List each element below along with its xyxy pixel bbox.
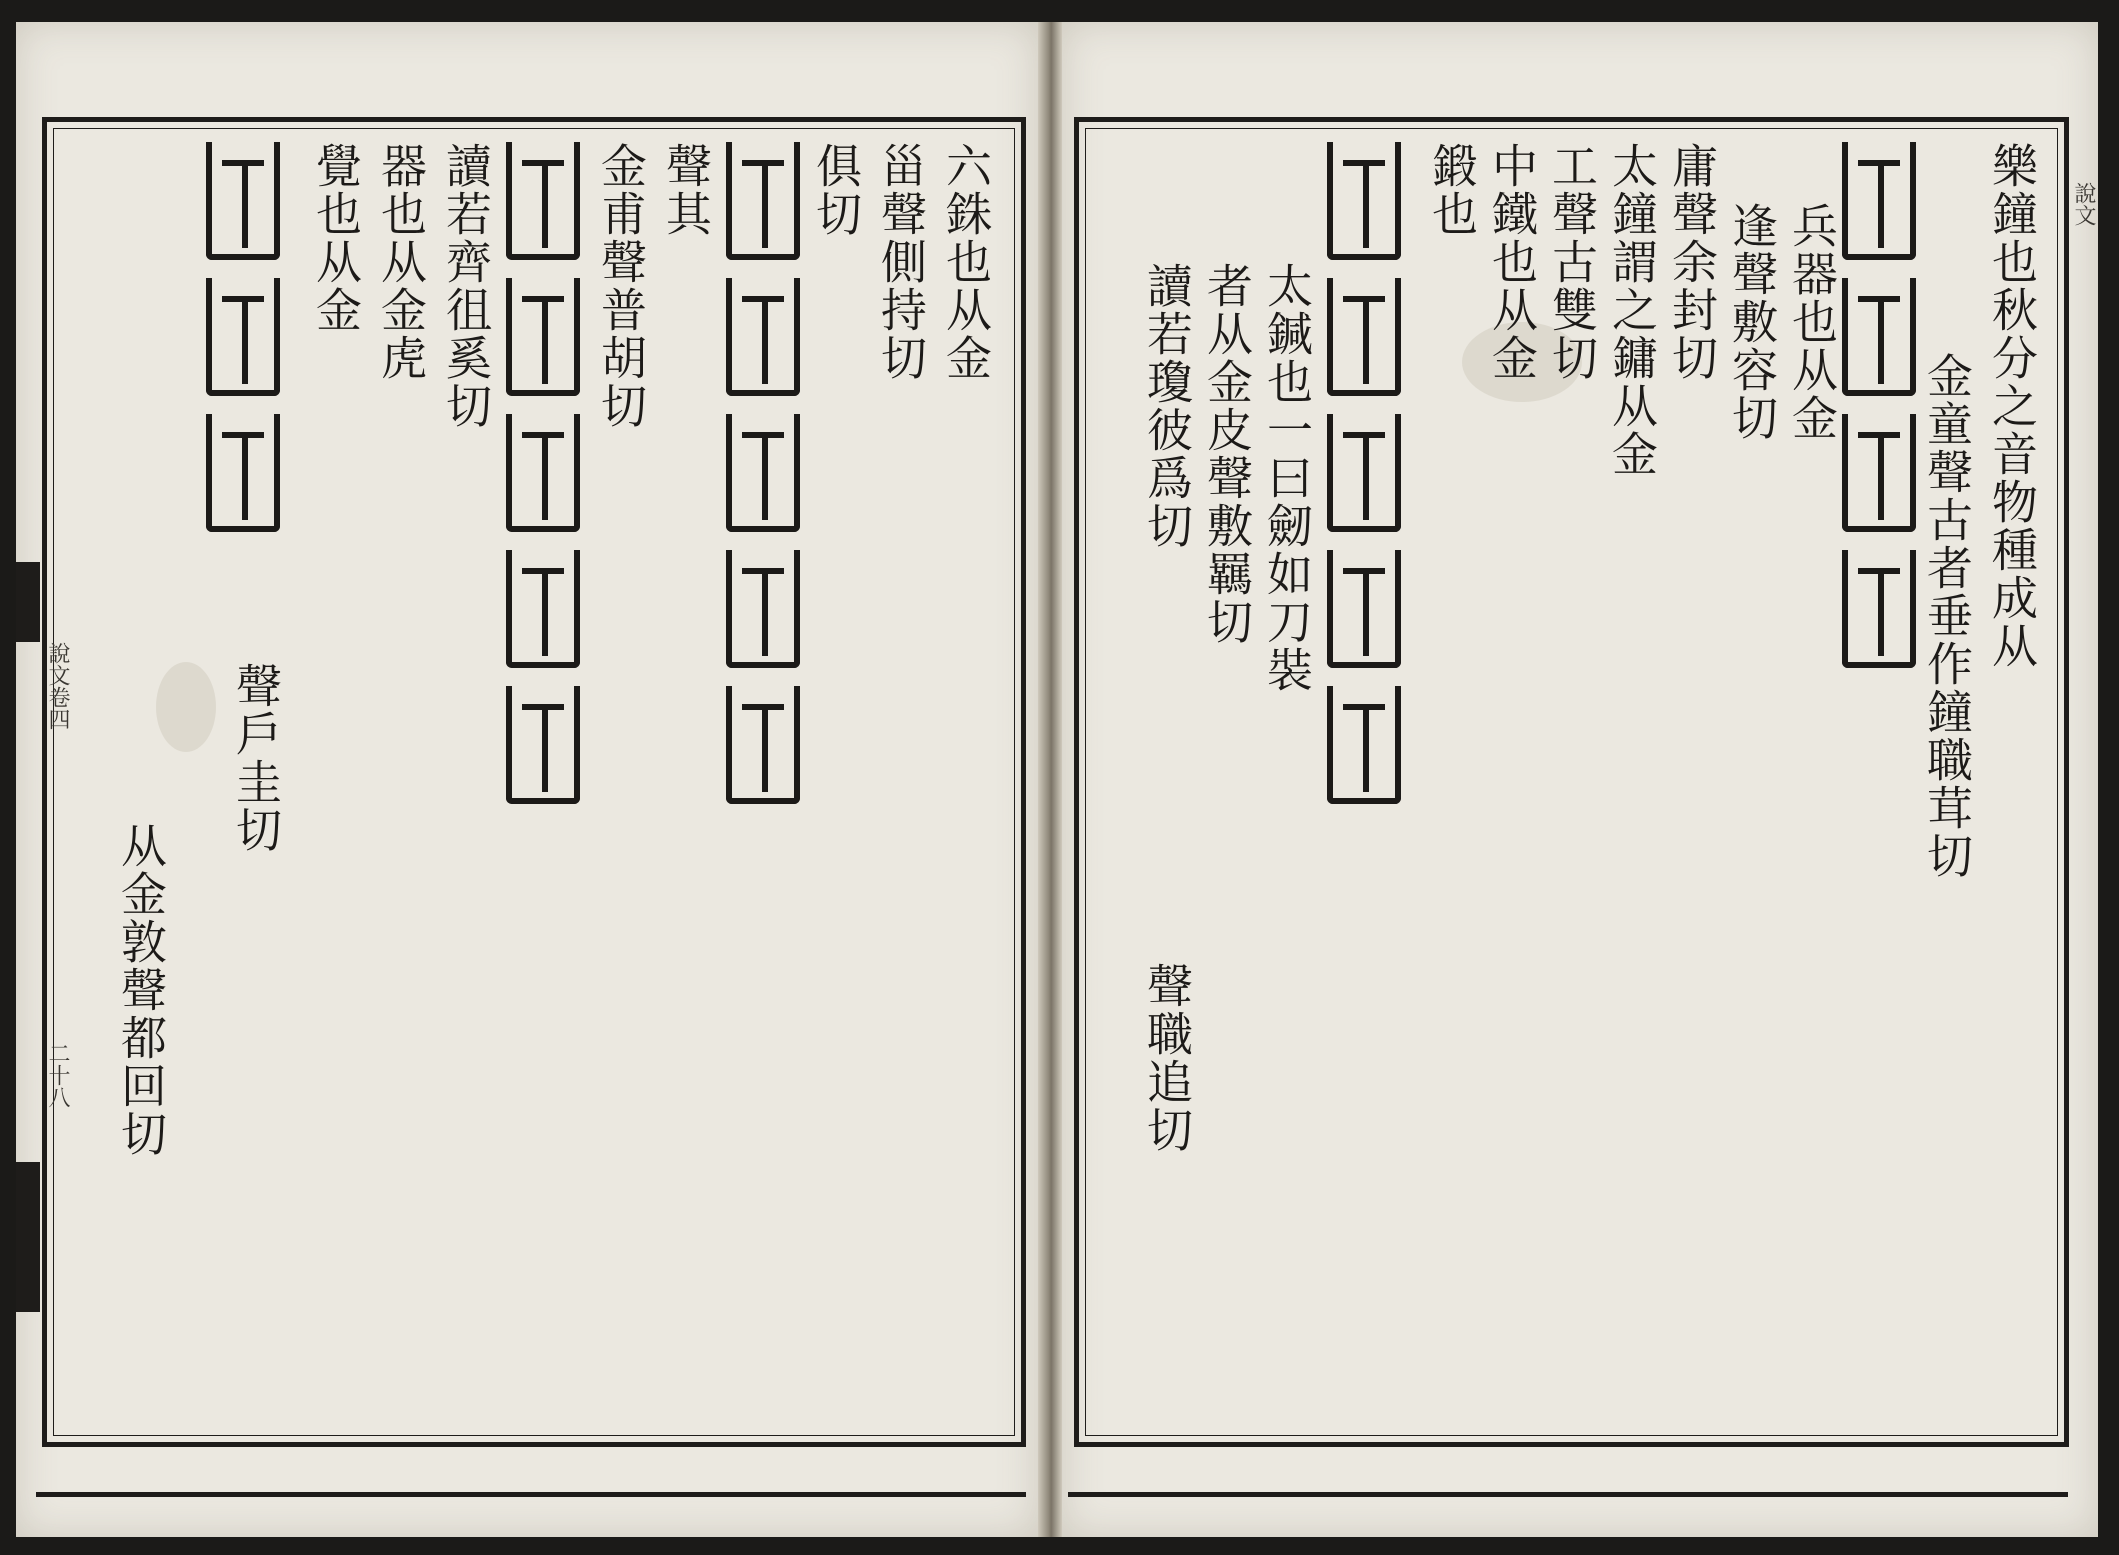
- seal-character: [726, 686, 800, 804]
- text-column: 者从金皮聲敷羈切: [1200, 262, 1254, 646]
- text-column: 中鐵也从金: [1485, 142, 1539, 382]
- text-column: 逢聲敷容切: [1725, 202, 1779, 442]
- seal-column: [506, 142, 580, 804]
- text-column: 工聲古雙切: [1545, 142, 1599, 382]
- text-column: 六銖也从金: [939, 142, 993, 382]
- text-column: 讀若齊徂奚切: [439, 142, 493, 430]
- text-column: 俱切: [809, 142, 863, 238]
- text-column: 庸聲余封切: [1665, 142, 1719, 382]
- seal-character: [206, 414, 280, 532]
- text-column: 器也从金虎: [374, 142, 428, 382]
- text-column: 樂鐘也秋分之音物種成从: [1985, 142, 2039, 670]
- seal-character: [1842, 278, 1916, 396]
- seal-character: [1327, 550, 1401, 668]
- text-column: 讀若瓊彼爲切: [1140, 262, 1194, 550]
- right-bottom-rule: [1068, 1492, 2068, 1497]
- text-column: 兵器也从金: [1785, 202, 1839, 442]
- text-column: 金童聲古者垂作鐘職茸切: [1920, 352, 1974, 880]
- text-column: 聲其: [659, 142, 713, 238]
- text-column: 太鍼也一曰劒如刀裝: [1260, 262, 1314, 694]
- seal-character: [1327, 414, 1401, 532]
- seal-column: [1842, 142, 1916, 668]
- seal-character: [506, 142, 580, 260]
- seal-character: [726, 142, 800, 260]
- left-margin-tab: [16, 1162, 40, 1312]
- seal-column: [206, 142, 280, 532]
- text-column: 太鐘謂之鏞从金: [1605, 142, 1659, 478]
- text-column: 聲戶圭切: [229, 662, 283, 854]
- text-column: 从金敦聲都回切: [114, 822, 168, 1158]
- seal-character: [506, 550, 580, 668]
- seal-character: [1842, 414, 1916, 532]
- seal-character: [506, 278, 580, 396]
- seal-character: [1327, 142, 1401, 260]
- right-margin-label: 說文: [2071, 182, 2096, 226]
- seal-character: [726, 550, 800, 668]
- book-gutter: [1038, 22, 1062, 1537]
- page-number: 二十八: [45, 1042, 70, 1108]
- left-margin-tab: [16, 562, 40, 642]
- seal-character: [206, 278, 280, 396]
- seal-column: [1327, 142, 1401, 804]
- text-column: 鍛也: [1425, 142, 1479, 238]
- seal-character: [726, 278, 800, 396]
- paper-stain: [156, 662, 216, 752]
- text-column: 金甫聲普胡切: [594, 142, 648, 430]
- seal-column: [726, 142, 800, 804]
- seal-character: [1327, 686, 1401, 804]
- text-column: 聲職追切: [1140, 962, 1194, 1154]
- left-bottom-rule: [36, 1492, 1026, 1497]
- seal-character: [1842, 142, 1916, 260]
- left-page: [16, 22, 1038, 1537]
- text-column: 覺也从金: [309, 142, 363, 334]
- seal-character: [1327, 278, 1401, 396]
- left-margin-label: 說文卷四: [45, 642, 70, 730]
- seal-character: [506, 414, 580, 532]
- right-page: [1062, 22, 2098, 1537]
- seal-character: [206, 142, 280, 260]
- seal-character: [726, 414, 800, 532]
- seal-character: [1842, 550, 1916, 668]
- text-column: 甾聲側持切: [874, 142, 928, 382]
- seal-character: [506, 686, 580, 804]
